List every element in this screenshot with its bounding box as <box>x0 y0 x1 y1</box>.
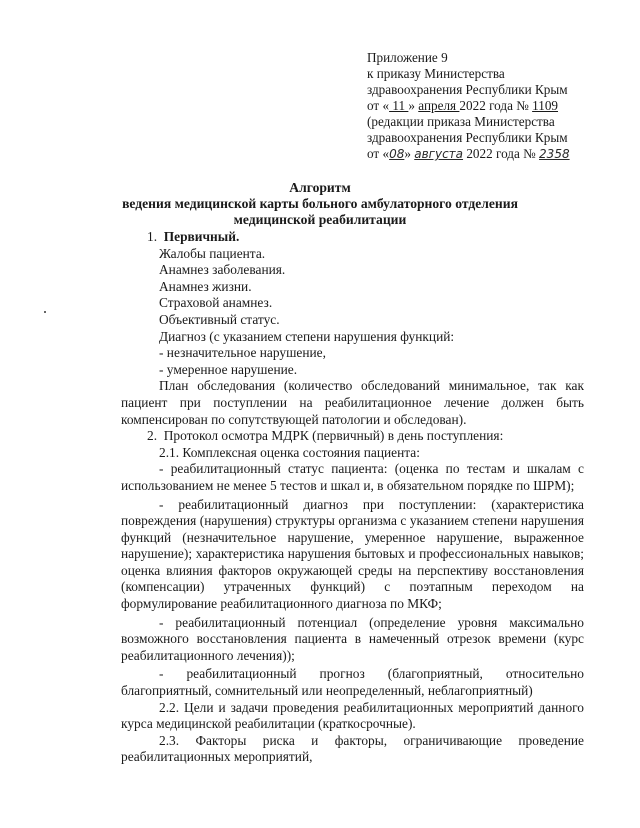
diagnosis-moderate: - умеренное нарушение. <box>159 361 298 377</box>
section-1-title: Первичный. <box>163 229 240 244</box>
rev-month-handwritten: августа <box>414 147 464 161</box>
section-2-title: Протокол осмотра МДРК (первичный) в день поступления: <box>163 428 504 444</box>
scan-speck <box>44 311 46 313</box>
diagnosis-line: Диагноз (с указанием степени нарушения функций: <box>159 328 455 344</box>
appendix-ministry-2: здравоохранения Республики Крым <box>367 130 568 145</box>
appendix-ministry: здравоохранения Республики Крым <box>367 82 568 97</box>
rev-year: 2022 года № <box>463 146 540 161</box>
title-line-2: ведения медицинской карты больного амбулаторного отделения <box>122 196 518 211</box>
order-month: апреля <box>418 98 460 113</box>
rehab-diagnosis: - реабилитационный диагноз при поступлении: (характеристика повреждения (нарушения) структуры организма с указанием степени нарушения функций (незначительное нарушение, умеренное нарушение, выраженное нарушение); характеристика нарушения бытовых и профессиональных навыков; оценка влияния факторов окружающей среды на перспективу восстановления (компенсации) утраченных функций) с поэтапным переходом на формулирование реабилитационного диагноза по МКФ; <box>121 496 584 612</box>
date-mid: » <box>408 98 419 113</box>
appendix-order-ref: к приказу Министерства <box>367 66 505 81</box>
rev-number-handwritten: 2358 <box>539 147 570 161</box>
appendix-revision: (редакции приказа Министерства <box>367 114 555 129</box>
rev-day-handwritten: 08 <box>389 147 405 161</box>
examination-plan: План обследования (количество обследований минимальное, так как пациент при поступлении на реабилитационное лечение должен быть компенсирован по сопутствующей патологии и обследован). <box>121 378 584 427</box>
appendix-number: Приложение 9 <box>367 50 448 65</box>
rev-date-mid: » <box>404 146 415 161</box>
objective-line: Объективный статус. <box>159 311 280 327</box>
complaints-line: Жалобы пациента. <box>159 245 266 261</box>
order-year: 2022 года № <box>459 98 533 113</box>
document-body <box>121 229 584 766</box>
section-2-heading <box>121 428 584 445</box>
anamnesis-disease-line: Анамнез заболевания. <box>159 262 286 278</box>
title-line-1: Алгоритм <box>289 180 351 195</box>
appendix-header <box>367 50 607 162</box>
section-2-3: 2.3. Факторы риска и факторы, ограничивающие проведение реабилитационных мероприятий, <box>121 732 584 765</box>
section-2-2: 2.2. Цели и задачи проведения реабилитационных мероприятий данного курса медицинской реабилитации (краткосрочные). <box>121 699 584 732</box>
appendix-revision-date <box>367 146 607 162</box>
rehab-potential: - реабилитационный потенциал (определение уровня максимально возможного восстановления пациента в намеченный отрезок времени (курс реабилитационного лечения)); <box>121 614 584 663</box>
rehab-status: - реабилитационный статус пациента: (оценка по тестам и шкалам с использованием не менее 5 тестов и шкал и, в обязательном порядке по ШРМ); <box>121 461 584 493</box>
title-line-3: медицинской реабилитации <box>233 212 407 227</box>
rev-date-prefix: от « <box>367 146 390 161</box>
order-day: 11 <box>389 98 409 113</box>
date-prefix: от « <box>367 98 390 113</box>
document-title <box>100 180 540 228</box>
anamnesis-life-line: Анамнез жизни. <box>159 278 252 294</box>
rehab-prognosis: - реабилитационный прогноз (благоприятный, относительно благоприятный, сомнительный или неопределенный, неблагоприятный) <box>121 666 584 699</box>
section-1-number: 1. <box>147 229 158 244</box>
insurance-line: Страховой анамнез. <box>159 295 273 311</box>
section-2-1: 2.1. Комплексная оценка состояния пациента: <box>159 444 420 460</box>
order-number: 1109 <box>532 98 559 113</box>
section-2-number: 2. <box>147 428 158 444</box>
section-1-heading <box>121 229 584 246</box>
diagnosis-minor: - незначительное нарушение, <box>159 345 326 361</box>
appendix-order-date <box>367 98 607 114</box>
